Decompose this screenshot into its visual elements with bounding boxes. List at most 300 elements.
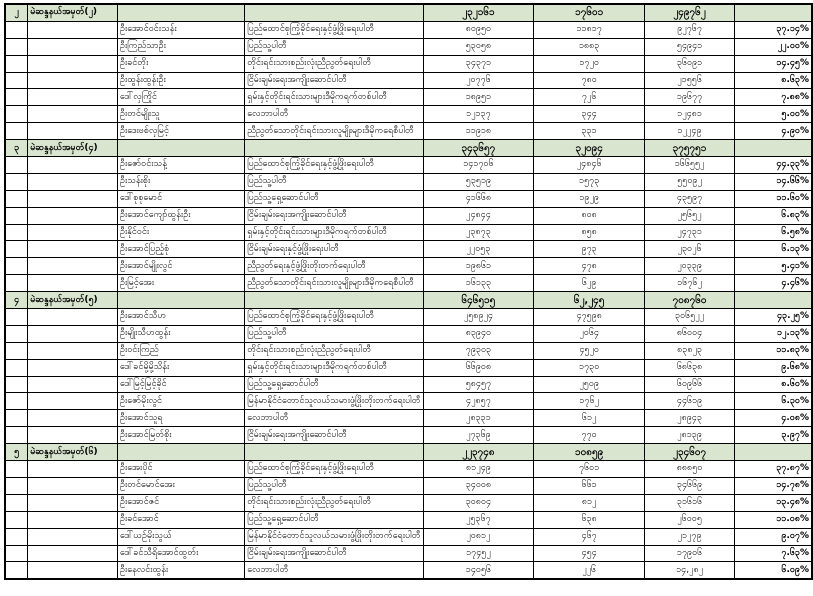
candidate-row	[5, 89, 812, 106]
vote-percentage-cell: ၆.၅၈%	[735, 224, 812, 241]
vote-percentage-cell: ၅.၀၀%	[735, 106, 812, 123]
empty-section-label-cell	[28, 207, 118, 224]
votes-column2-cell: ၄၆၇	[534, 528, 645, 545]
votes-total-cell: ၂၄၇၃၁	[645, 224, 735, 241]
party-name-cell: ငြိမ်းချမ်းရေးနှင့်ဖွံ့ဖြိုးရေးပါတီ	[245, 241, 423, 258]
candidate-row	[5, 477, 812, 494]
votes-column2-cell: ၁၉၂၉	[534, 190, 645, 207]
party-name-cell: ငြိမ်းချမ်းရေးအကျိုးဆောင်ပါတီ	[245, 72, 423, 89]
section-label-cell: မဲဆန္ဒနယ်အမှတ်(၄)	[28, 140, 118, 157]
candidate-name-cell: ဦးတင်မျိုးသူ	[117, 106, 244, 123]
candidate-name-cell: ဦးမြင့်အေး	[117, 275, 244, 292]
election-results-table	[4, 3, 813, 580]
vote-percentage-cell: ၆.၃၀%	[735, 393, 812, 410]
empty-section-label-cell	[28, 359, 118, 376]
candidate-row	[5, 562, 812, 579]
votes-total-cell: ၅၅၀၉၂	[645, 173, 735, 190]
votes-total-cell: ၁၇၉၀၆	[645, 545, 735, 562]
votes-column2-cell: ၈၁၂	[534, 494, 645, 511]
party-name-cell: လေဘာပါတီ	[245, 106, 423, 123]
vote-percentage-cell: ၇.၈၈%	[735, 89, 812, 106]
candidate-row	[5, 207, 812, 224]
candidate-name-cell: ဒေါ်စုစုမောင်	[117, 190, 244, 207]
empty-section-label-cell	[28, 38, 118, 55]
empty-index-cell	[5, 376, 28, 393]
votes-column2-cell: ၉၇၃	[534, 241, 645, 258]
votes-column2-cell: ၁၁၈၁၇	[534, 21, 645, 38]
vote-percentage-cell: ၃၇.၈၇%	[735, 461, 812, 478]
votes-column1-cell: ၂၂၀၅၃	[423, 241, 534, 258]
candidate-name-cell: ဦးအောင်သီဟ	[117, 309, 244, 326]
empty-name-cell	[117, 292, 244, 309]
votes-total-cell: ၁၉၆၇၇	[645, 89, 735, 106]
empty-index-cell	[5, 207, 28, 224]
votes-column1-cell: ၇၉၃၀၃	[423, 342, 534, 359]
empty-index-cell	[5, 461, 28, 478]
results-table-body	[5, 4, 812, 579]
party-name-cell: ပြည်သူ့ပါတီ	[245, 477, 423, 494]
party-name-cell: မြန်မာနိုင်ငံတောင်သူလယ်သမားဖွံ့ဖြိုးတိုးတက်ရေးပါတီ	[245, 393, 423, 410]
votes-column1-cell: ၁၉၈၆၁	[423, 258, 534, 275]
candidate-name-cell: ဦးအေးပိုင်	[117, 461, 244, 478]
votes-column2-cell: ၄၅၂၀	[534, 342, 645, 359]
empty-section-label-cell	[28, 477, 118, 494]
candidate-name-cell: ဦးအောင်သူရ	[117, 410, 244, 427]
empty-name-cell	[117, 140, 244, 157]
candidate-name-cell: ဦးတင်မောင်အေး	[117, 477, 244, 494]
candidate-row	[5, 325, 812, 342]
party-name-cell: ပြည်ထောင်စုကြံ့ခိုင်ရေးနှင့်ဖွံ့ဖြိုးရေးပါတီ	[245, 157, 423, 174]
party-name-cell: ပြည်ထောင်စုကြံ့ခိုင်ရေးနှင့်ဖွံ့ဖြိုးရေးပါတီ	[245, 461, 423, 478]
candidate-row	[5, 461, 812, 478]
section-total-votes3-cell: ၃၇၅၇၅၁	[645, 140, 735, 157]
empty-name-cell	[117, 444, 244, 461]
empty-party-cell	[245, 292, 423, 309]
candidate-row	[5, 106, 812, 123]
party-name-cell: ညီညွတ်သောတိုင်းရင်းသားလူမျိုးများဒီမိုကရေစီပါတီ	[245, 275, 423, 292]
candidate-name-cell: ဦးမျိုးသီဟထွန်း	[117, 325, 244, 342]
empty-section-label-cell	[28, 89, 118, 106]
section-index-cell: ၄	[5, 292, 28, 309]
votes-column1-cell: ၂၅၃၆၇	[423, 511, 534, 528]
empty-section-label-cell	[28, 275, 118, 292]
votes-column2-cell: ၆၂၉	[534, 275, 645, 292]
empty-index-cell	[5, 190, 28, 207]
votes-total-cell: ၁၂၂၄၉	[645, 123, 735, 140]
candidate-row	[5, 55, 812, 72]
votes-column2-cell: ၂၄၈၄၆	[534, 157, 645, 174]
vote-percentage-cell: ၃၇.၁၄%	[735, 21, 812, 38]
candidate-name-cell: ဦးအောင်ပြည့်စုံ	[117, 241, 244, 258]
empty-index-cell	[5, 393, 28, 410]
vote-percentage-cell: ၆.၈၃%	[735, 207, 812, 224]
section-header-row	[5, 140, 812, 157]
votes-column2-cell: ၁၇၆၂	[534, 393, 645, 410]
section-total-votes3-cell: ၂၄၉၇၆၂	[645, 4, 735, 21]
empty-index-cell	[5, 410, 28, 427]
section-total-votes1-cell: ၂၂၃၇၄၈	[423, 444, 534, 461]
vote-percentage-cell: ၁၁.၆၀%	[735, 190, 812, 207]
candidate-name-cell: ဦးခင်တိုး	[117, 55, 244, 72]
section-label-cell: မဲဆန္ဒနယ်အမှတ်(၅)	[28, 292, 118, 309]
votes-column1-cell: ၁၄၁၇၀၆	[423, 157, 534, 174]
party-name-cell: ပြည်ထောင်စုကြံ့ခိုင်ရေးနှင့်ဖွံ့ဖြိုးရေးပါတီ	[245, 309, 423, 326]
candidate-row	[5, 427, 812, 444]
votes-column1-cell: ၂၈၃၃၁	[423, 410, 534, 427]
empty-index-cell	[5, 427, 28, 444]
empty-index-cell	[5, 72, 28, 89]
votes-column1-cell: ၃၄၃၇၁	[423, 55, 534, 72]
votes-total-cell: ၂၁၅၅၆	[645, 72, 735, 89]
candidate-row	[5, 275, 812, 292]
empty-index-cell	[5, 55, 28, 72]
empty-section-label-cell	[28, 106, 118, 123]
votes-column2-cell: ၇၈၀	[534, 72, 645, 89]
votes-total-cell: ၁၆၇၆၂	[645, 275, 735, 292]
votes-column2-cell: ၆၃၈	[534, 511, 645, 528]
votes-column1-cell: ၄၂၈၅၇	[423, 393, 534, 410]
votes-total-cell: ၉၂၇၆၇	[645, 21, 735, 38]
vote-percentage-cell: ၄.၉၀%	[735, 123, 812, 140]
empty-section-label-cell	[28, 190, 118, 207]
section-header-row	[5, 4, 812, 21]
section-label-cell: မဲဆန္ဒနယ်အမှတ်(၂)	[28, 4, 118, 21]
votes-column1-cell: ၁၈၉၅၁	[423, 89, 534, 106]
votes-column1-cell: ၂၇၃၆၉	[423, 427, 534, 444]
empty-section-label-cell	[28, 494, 118, 511]
candidate-row	[5, 494, 812, 511]
empty-section-label-cell	[28, 55, 118, 72]
empty-section-label-cell	[28, 309, 118, 326]
section-empty-percentage-cell	[735, 140, 812, 157]
votes-column1-cell: ၈၀၉၅၀	[423, 21, 534, 38]
votes-total-cell: ၄၄၆၁၉	[645, 393, 735, 410]
votes-total-cell: ၂၈၉၄၃	[645, 410, 735, 427]
party-name-cell: ပြည်သူ့ပါတီ	[245, 38, 423, 55]
empty-index-cell	[5, 157, 28, 174]
empty-section-label-cell	[28, 528, 118, 545]
votes-column1-cell: ၁၆၁၃၃	[423, 275, 534, 292]
votes-total-cell: ၃၁၆၁၆	[645, 494, 735, 511]
votes-column1-cell: ၅၃၀၅၈	[423, 38, 534, 55]
votes-total-cell: ၁၄,၂၈၂	[645, 562, 735, 579]
candidate-name-cell: ဦးအောင်ဝင်းသန်း	[117, 21, 244, 38]
party-name-cell: လေဘာပါတီ	[245, 562, 423, 579]
candidate-name-cell: ဦးခင်အောင်	[117, 511, 244, 528]
empty-section-label-cell	[28, 393, 118, 410]
section-empty-percentage-cell	[735, 444, 812, 461]
votes-column2-cell: ၄၇၅၉၈	[534, 309, 645, 326]
votes-total-cell: ၂၁၂၇၉	[645, 528, 735, 545]
party-name-cell: တိုင်းရင်းသားစည်းလုံးညီညွတ်ရေးပါတီ	[245, 342, 423, 359]
candidate-name-cell: ဦးအောင်ဇင်	[117, 494, 244, 511]
votes-column1-cell: ၄၁၆၆၈	[423, 190, 534, 207]
candidate-row	[5, 545, 812, 562]
candidate-name-cell: ဦးဇော်မိုးလွင်	[117, 393, 244, 410]
party-name-cell: မြန်မာနိုင်ငံတောင်သူလယ်သမားဖွံ့ဖြိုးတိုးတက်ရေးပါတီ	[245, 528, 423, 545]
candidate-name-cell: ဒေါ်လှကြိုင်	[117, 89, 244, 106]
section-label-cell: မဲဆန္ဒနယ်အမှတ်(၆)	[28, 444, 118, 461]
candidate-row	[5, 359, 812, 376]
votes-column2-cell: ၂၂၆	[534, 562, 645, 579]
empty-index-cell	[5, 309, 28, 326]
empty-section-label-cell	[28, 21, 118, 38]
empty-index-cell	[5, 275, 28, 292]
candidate-row	[5, 528, 812, 545]
votes-column1-cell: ၁၇၄၅၂	[423, 545, 534, 562]
empty-index-cell	[5, 89, 28, 106]
votes-total-cell: ၈၆၀၀၄	[645, 325, 735, 342]
votes-total-cell: ၂၀၃၃၉	[645, 258, 735, 275]
empty-section-label-cell	[28, 376, 118, 393]
vote-percentage-cell: ၆.၀၉%	[735, 562, 812, 579]
votes-column2-cell: ၆၆၁	[534, 477, 645, 494]
votes-total-cell: ၅၄၉၄၁	[645, 38, 735, 55]
empty-index-cell	[5, 342, 28, 359]
empty-index-cell	[5, 21, 28, 38]
empty-index-cell	[5, 106, 28, 123]
votes-column1-cell: ၅၃၅၁၉	[423, 173, 534, 190]
party-name-cell: ပြည်သူ့ပါတီ	[245, 325, 423, 342]
empty-section-label-cell	[28, 72, 118, 89]
candidate-name-cell: ဒေါ်ယဉ်မိုးသွယ်	[117, 528, 244, 545]
vote-percentage-cell: ၃.၉၇%	[735, 427, 812, 444]
empty-index-cell	[5, 494, 28, 511]
section-total-votes2-cell: ၆၂,၂၄၅	[534, 292, 645, 309]
votes-total-cell: ၂၆၀၀၅	[645, 511, 735, 528]
candidate-name-cell: ဒေါ်မြင့်မြင့်ခိုင်	[117, 376, 244, 393]
empty-section-label-cell	[28, 461, 118, 478]
candidate-name-cell: ဦးသန်းစိုး	[117, 173, 244, 190]
party-name-cell: ရှမ်းနှင့်တိုင်းရင်းသားများဒီမိုကရက်တစ်ပါတီ	[245, 359, 423, 376]
vote-percentage-cell: ၂၂.၀၀%	[735, 38, 812, 55]
empty-index-cell	[5, 562, 28, 579]
party-name-cell: ပြည်ထောင်စုကြံ့ခိုင်ရေးနှင့်ဖွံ့ဖြိုးရေးပါတီ	[245, 21, 423, 38]
candidate-row	[5, 393, 812, 410]
candidate-row	[5, 342, 812, 359]
votes-column1-cell: ၂၃၈၇၃	[423, 224, 534, 241]
candidate-row	[5, 38, 812, 55]
vote-percentage-cell: ၁၃.၄၈%	[735, 494, 812, 511]
votes-column2-cell: ၄၇၈	[534, 258, 645, 275]
empty-index-cell	[5, 241, 28, 258]
candidate-row	[5, 224, 812, 241]
empty-index-cell	[5, 173, 28, 190]
section-index-cell: ၂	[5, 4, 28, 21]
section-total-votes2-cell: ၁၇၆၀၁	[534, 4, 645, 21]
empty-section-label-cell	[28, 545, 118, 562]
votes-total-cell: ၆၈၆၃၈	[645, 359, 735, 376]
votes-total-cell: ၈၃၈၂၃	[645, 342, 735, 359]
empty-index-cell	[5, 325, 28, 342]
votes-column1-cell: ၃၄၀၀၈	[423, 477, 534, 494]
votes-column2-cell: ၃၄၄	[534, 106, 645, 123]
empty-section-label-cell	[28, 241, 118, 258]
party-name-cell: ပြည်သူ့ရှေ့ဆောင်ပါတီ	[245, 190, 423, 207]
party-name-cell: ရှမ်းနှင့်တိုင်းရင်းသားများဒီမိုကရက်တစ်ပါတီ	[245, 89, 423, 106]
section-header-row	[5, 292, 812, 309]
vote-percentage-cell: ၆.၁၃%	[735, 241, 812, 258]
section-header-row	[5, 444, 812, 461]
section-empty-percentage-cell	[735, 4, 812, 21]
vote-percentage-cell: ၄.၄၆%	[735, 275, 812, 292]
votes-column2-cell: ၃၃၁	[534, 123, 645, 140]
party-name-cell: ပြည်သူ့ရှေ့ဆောင်ပါတီ	[245, 511, 423, 528]
votes-total-cell: ၂၅၆၅၂	[645, 207, 735, 224]
candidate-name-cell: ဒေါ်ခင်သီရိအောင်ထွတ်း	[117, 545, 244, 562]
votes-column2-cell: ၇၆၀၁	[534, 461, 645, 478]
votes-column1-cell: ၂၀၈၁၂	[423, 528, 534, 545]
candidate-row	[5, 258, 812, 275]
candidate-row	[5, 123, 812, 140]
votes-total-cell: ၁၂၄၈၁	[645, 106, 735, 123]
votes-column1-cell: ၃၀၈၀၄	[423, 494, 534, 511]
vote-percentage-cell: ၁၄.၇၈%	[735, 477, 812, 494]
votes-column2-cell: ၁၇၂၀	[534, 55, 645, 72]
votes-column1-cell: ၈၃၉၄၀	[423, 325, 534, 342]
party-name-cell: ပြည်သူ့ပါတီ	[245, 173, 423, 190]
empty-index-cell	[5, 224, 28, 241]
vote-percentage-cell: ၁၂.၁၃%	[735, 325, 812, 342]
section-empty-percentage-cell	[735, 292, 812, 309]
votes-total-cell: ၁၆၆၅၅၂	[645, 157, 735, 174]
empty-section-label-cell	[28, 325, 118, 342]
vote-percentage-cell: ၄၃.၂၅%	[735, 309, 812, 326]
candidate-row	[5, 190, 812, 207]
empty-index-cell	[5, 123, 28, 140]
candidate-name-cell: ဦးအောင်မျိုးလွင်	[117, 258, 244, 275]
empty-section-label-cell	[28, 511, 118, 528]
vote-percentage-cell: ၉.၆၈%	[735, 359, 812, 376]
party-name-cell: လေဘာပါတီ	[245, 410, 423, 427]
votes-column1-cell: ၁၁၉၁၈	[423, 123, 534, 140]
party-name-cell: ညီညွတ်ရေးနှင့်ဖွံ့ဖြိုးတိုးတက်ရေးပါတီ	[245, 258, 423, 275]
votes-column2-cell: ၁၇၃၀	[534, 359, 645, 376]
candidate-name-cell: ဦးအောင်မြတ်စိုး	[117, 427, 244, 444]
empty-section-label-cell	[28, 427, 118, 444]
votes-column2-cell: ၁၅၇၃	[534, 173, 645, 190]
empty-section-label-cell	[28, 410, 118, 427]
section-total-votes1-cell: ၃၄၃၆၅၇	[423, 140, 534, 157]
vote-percentage-cell: ၈.၆၃%	[735, 72, 812, 89]
candidate-name-cell: ဦးဇော်ဝင်းသန့်	[117, 157, 244, 174]
empty-name-cell	[117, 4, 244, 21]
votes-total-cell: ၃၆၀၉၁	[645, 55, 735, 72]
candidate-row	[5, 173, 812, 190]
candidate-row	[5, 72, 812, 89]
vote-percentage-cell: ၄၄.၃၃%	[735, 157, 812, 174]
candidate-row	[5, 309, 812, 326]
votes-total-cell: ၃၄၆၆၉	[645, 477, 735, 494]
section-total-votes1-cell: ၆၄၆၅၁၅	[423, 292, 534, 309]
candidate-row	[5, 21, 812, 38]
votes-column1-cell: ၈၁၂၄၉	[423, 461, 534, 478]
party-name-cell: ငြိမ်းချမ်းရေးအကျိုးဆောင်ပါတီ	[245, 545, 423, 562]
empty-party-cell	[245, 4, 423, 21]
candidate-row	[5, 241, 812, 258]
votes-column1-cell: ၆၆၉၀၈	[423, 359, 534, 376]
votes-column1-cell: ၁၂၁၃၇	[423, 106, 534, 123]
votes-column2-cell: ၇၂၆	[534, 89, 645, 106]
candidate-name-cell: ဦးကြည်သာဦး	[117, 38, 244, 55]
party-name-cell: တိုင်းရင်းသားစည်းလုံးညီညွတ်ရေးပါတီ	[245, 55, 423, 72]
votes-column1-cell: ၂၀၇၇၆	[423, 72, 534, 89]
votes-column1-cell: ၂၅၈၉၂၄	[423, 309, 534, 326]
party-name-cell: ငြိမ်းချမ်းရေးအကျိုးဆောင်ပါတီ	[245, 207, 423, 224]
party-name-cell: ရှမ်းနှင့်တိုင်းရင်းသားများဒီမိုကရက်တစ်ပါတီ	[245, 224, 423, 241]
votes-column2-cell: ၆၁၂	[534, 410, 645, 427]
candidate-row	[5, 511, 812, 528]
votes-column1-cell: ၅၈၄၅၇	[423, 376, 534, 393]
empty-party-cell	[245, 140, 423, 157]
votes-total-cell: ၂၃၀၂၆	[645, 241, 735, 258]
empty-section-label-cell	[28, 562, 118, 579]
vote-percentage-cell: ၉.၀၇%	[735, 528, 812, 545]
vote-percentage-cell: ၈.၆၀%	[735, 376, 812, 393]
empty-section-label-cell	[28, 224, 118, 241]
empty-section-label-cell	[28, 157, 118, 174]
party-name-cell: ညီညွတ်သောတိုင်းရင်းသားလူမျိုးများဒီမိုကရေစီပါတီ	[245, 123, 423, 140]
votes-column1-cell: ၁၄၀၅၆	[423, 562, 534, 579]
vote-percentage-cell: ၄.၀၈%	[735, 410, 812, 427]
candidate-name-cell: ဦးနေလင်းထွန်း	[117, 562, 244, 579]
candidate-row	[5, 376, 812, 393]
section-total-votes3-cell: ၇၀၈၇၆၀	[645, 292, 735, 309]
vote-percentage-cell: ၁၁.၀၈%	[735, 511, 812, 528]
vote-percentage-cell: ၅.၄၁%	[735, 258, 812, 275]
votes-total-cell: ၃၀၆၅၂၂	[645, 309, 735, 326]
section-index-cell: ၅	[5, 444, 28, 461]
party-name-cell: တိုင်းရင်းသားစည်းလုံးညီညွတ်ရေးပါတီ	[245, 494, 423, 511]
candidate-name-cell: ဦးထွန်းထွန်းဦး	[117, 72, 244, 89]
votes-column2-cell: ၇၇၀	[534, 427, 645, 444]
votes-total-cell: ၂၈၁၃၉	[645, 427, 735, 444]
candidate-name-cell: ဦးနိုင်ဝင်း	[117, 224, 244, 241]
empty-index-cell	[5, 258, 28, 275]
section-total-votes3-cell: ၂၃၄၆၀၇	[645, 444, 735, 461]
votes-column2-cell: ၈၅၈	[534, 224, 645, 241]
empty-section-label-cell	[28, 123, 118, 140]
vote-percentage-cell: ၁၄.၄၅%	[735, 55, 812, 72]
empty-section-label-cell	[28, 173, 118, 190]
empty-party-cell	[245, 444, 423, 461]
empty-index-cell	[5, 38, 28, 55]
section-total-votes2-cell: ၃၂၀၉၄	[534, 140, 645, 157]
empty-index-cell	[5, 528, 28, 545]
vote-percentage-cell: ၁၁.၈၃%	[735, 342, 812, 359]
vote-percentage-cell: ၁၄.၆၆%	[735, 173, 812, 190]
empty-index-cell	[5, 545, 28, 562]
party-name-cell: ပြည်သူ့ရှေ့ဆောင်ပါတီ	[245, 376, 423, 393]
section-index-cell: ၃	[5, 140, 28, 157]
empty-index-cell	[5, 477, 28, 494]
votes-total-cell: ၈၈၈၅၀	[645, 461, 735, 478]
empty-section-label-cell	[28, 342, 118, 359]
section-total-votes2-cell: ၁၀၈၅၉	[534, 444, 645, 461]
candidate-name-cell: ဦးဝင်းကြည်	[117, 342, 244, 359]
votes-column2-cell: ၄၅၄	[534, 545, 645, 562]
candidate-row	[5, 157, 812, 174]
votes-column2-cell: ၈၀၈	[534, 207, 645, 224]
empty-section-label-cell	[28, 258, 118, 275]
empty-index-cell	[5, 511, 28, 528]
votes-column2-cell: ၂၅၀၉	[534, 376, 645, 393]
vote-percentage-cell: ၇.၆၃%	[735, 545, 812, 562]
candidate-name-cell: ဦးအောင်ကျော်ထွန်းဦး	[117, 207, 244, 224]
votes-column2-cell: ၂၀၆၄	[534, 325, 645, 342]
votes-total-cell: ၆၀၉၆၆	[645, 376, 735, 393]
candidate-name-cell: ဦးဒေးဗစ်လှမြင့်	[117, 123, 244, 140]
